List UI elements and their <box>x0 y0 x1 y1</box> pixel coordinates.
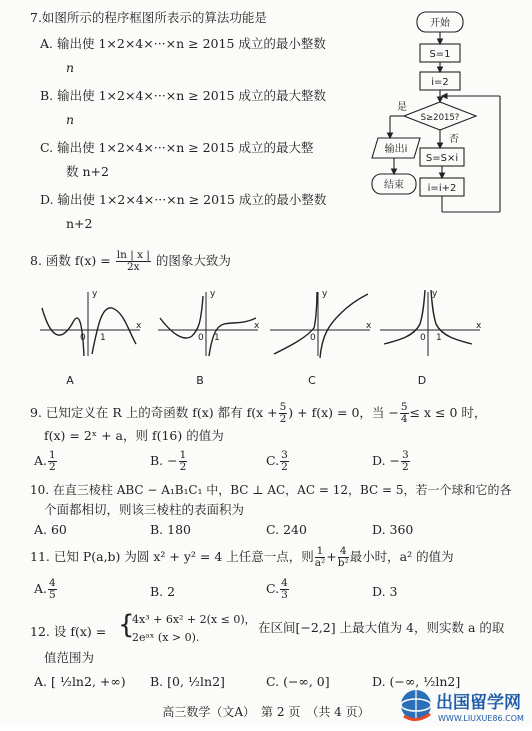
graph-b-label: B <box>196 374 204 387</box>
flow-ss-label: S=S×i <box>425 153 459 164</box>
q12-option-d: D. (−∞, ½ln2] <box>372 674 461 689</box>
graph-c-origin: 0 <box>310 333 316 343</box>
q8-frac-den: 2x <box>127 261 140 273</box>
q11-frac1-den: a² <box>314 557 326 569</box>
q11-c-num: 4 <box>281 577 288 589</box>
graph-a-origin: 0 <box>80 333 86 343</box>
q9-option-d <box>372 450 411 473</box>
graph-d <box>380 290 480 356</box>
q10-option-d: D. 360 <box>372 522 414 537</box>
graph-c-y: y <box>322 289 328 299</box>
q7-option-c: C. 输出使 1×2×4×···×n ≥ 2015 成立的最大整 <box>40 140 314 155</box>
q7-stem: 7.如图所示的程序框图所表示的算法功能是 <box>30 10 267 25</box>
q9-option-a <box>34 450 58 473</box>
q12-pre: 12. 设 f(x) = <box>30 624 107 639</box>
q9-line1 <box>30 402 486 425</box>
q9-d-den: 2 <box>402 461 409 473</box>
q7-option-a-cont: n <box>66 60 75 75</box>
q9-d-label: D. − <box>372 453 400 468</box>
q11-a-label: A. <box>34 581 48 596</box>
q10-option-b: B. 180 <box>150 522 191 537</box>
q9-l1b: ) + f(x) = 0，当 − <box>288 405 399 420</box>
q11-a-frac <box>48 578 57 601</box>
graph-d-y: y <box>432 289 438 299</box>
q8-fraction <box>116 250 151 273</box>
q7-option-b: B. 输出使 1×2×4×···×n ≥ 2015 成立的最大整数 <box>40 88 327 103</box>
q7-option-d-cont: n+2 <box>66 216 93 231</box>
q9-option-b <box>150 450 188 473</box>
q11-option-c <box>266 578 290 601</box>
graph-b-origin: 0 <box>198 333 204 343</box>
graph-b-y: y <box>210 289 216 299</box>
q10-line2: 个面都相切，则该三棱柱的表面积为 <box>44 502 245 517</box>
q12-option-a: A. [ ½ln2, +∞) <box>34 674 126 689</box>
q11-frac2-num: 4 <box>338 546 349 558</box>
graph-a-one: 1 <box>100 333 106 343</box>
q11-option-d: D. 3 <box>372 584 398 599</box>
graph-a-x: x <box>136 321 142 331</box>
graph-b <box>158 292 258 356</box>
q7-option-c-cont: 数 n+2 <box>66 164 109 179</box>
q9-frac1-den: 2 <box>279 413 287 425</box>
q11-option-a <box>34 578 58 601</box>
q9-l1a: 9. 已知定义在 R 上的奇函数 f(x) 都有 f(x + <box>30 405 278 420</box>
q10-option-c: C. 240 <box>266 522 307 537</box>
q11-a-den: 5 <box>49 589 56 601</box>
flow-end-label: 结束 <box>384 180 404 191</box>
q9-frac2-num: 5 <box>400 401 408 413</box>
flow-ii-label: i=i+2 <box>427 183 457 194</box>
q12-option-b: B. [0, ½ln2] <box>150 674 225 689</box>
q9-b-num: 1 <box>179 449 187 461</box>
flow-no-label: 否 <box>449 134 459 145</box>
q11-frac2-den: b² <box>337 557 349 569</box>
q9-frac1 <box>279 402 288 425</box>
q12-line2: 值范围为 <box>44 650 95 665</box>
watermark-logo <box>396 684 532 727</box>
q11-line1 <box>30 546 454 569</box>
graph-c <box>270 292 370 358</box>
q9-b-frac <box>179 450 188 473</box>
q9-frac2-den: 4 <box>400 413 408 425</box>
q11-option-b: B. 2 <box>150 584 176 599</box>
q8-graphs <box>40 284 510 390</box>
q11-l1a: 11. 已知 P(a,b) 为圆 x² + y² = 4 上任意一点，则 <box>30 549 314 564</box>
q11-frac2 <box>338 546 349 569</box>
graph-d-one: 1 <box>436 333 442 343</box>
watermark-cn: 出国留学网 <box>436 693 521 713</box>
q7-option-d: D. 输出使 1×2×4×···×n ≥ 2015 成立的最小整数 <box>40 192 327 207</box>
graph-b-x: x <box>254 321 260 331</box>
q11-c-label: C. <box>266 581 280 596</box>
q12-case1: 4x³ + 6x² + 2(x ≤ 0)， <box>132 613 256 626</box>
q10-option-a: A. 60 <box>34 522 67 537</box>
q9-line2: f(x) = 2ˣ + a，则 f(16) 的值为 <box>44 428 224 443</box>
flowchart <box>362 4 532 236</box>
graph-a-y: y <box>92 289 98 299</box>
q9-c-num: 3 <box>281 449 288 461</box>
watermark-url: WWW.LIUXUE86.COM <box>438 714 524 723</box>
q7-option-b-cont: n <box>66 112 75 127</box>
graph-d-x: x <box>476 321 482 331</box>
graph-c-label: C <box>308 374 316 387</box>
graph-d-label: D <box>417 374 427 387</box>
q9-b-label: B. − <box>150 453 178 468</box>
flow-yes-label: 是 <box>397 102 407 113</box>
q9-a-num: 1 <box>49 449 56 461</box>
q12-post: 在区间[−2,2] 上最大值为 4，则实数 a 的取 <box>258 620 505 635</box>
q8-stem <box>30 250 231 273</box>
q11-frac1 <box>315 546 325 569</box>
q11-frac1-num: 1 <box>316 545 324 557</box>
q8-frac-num: ln | x | <box>116 249 150 261</box>
q12-brace: { <box>118 610 135 640</box>
q9-b-den: 2 <box>179 461 187 473</box>
q11-l1b: 最小时，a² 的值为 <box>349 549 454 564</box>
q8-stem-pre: 8. 函数 f(x) = <box>30 253 111 268</box>
q11-a-num: 4 <box>49 577 56 589</box>
q9-c-den: 2 <box>281 461 288 473</box>
q9-d-frac <box>401 450 410 473</box>
q11-c-frac <box>280 578 289 601</box>
flow-output-label: 输出i <box>384 144 408 155</box>
graph-c-x: x <box>366 321 372 331</box>
q9-c-label: C. <box>266 453 280 468</box>
q12-option-c: C. (−∞, 0] <box>266 674 330 689</box>
q9-option-c <box>266 450 290 473</box>
graph-a-label: A <box>66 374 74 387</box>
page-footer: 高三数学（文A） 第 2 页 （共 4 页） <box>162 705 370 719</box>
q9-a-label: A. <box>34 453 48 468</box>
graph-b-one: 1 <box>214 333 220 343</box>
q9-frac2 <box>400 402 409 425</box>
flow-i2-label: i=2 <box>431 77 449 88</box>
q12-case2: 2eᵃˣ (x > 0). <box>132 631 200 644</box>
graph-d-origin: 0 <box>420 333 426 343</box>
q9-frac1-num: 5 <box>279 401 287 413</box>
q9-c-frac <box>280 450 289 473</box>
q10-line1: 10. 在直三棱柱 ABC − A₁B₁C₁ 中，BC ⊥ AC，AC = 12，BC = 5，若一个球和它的各 <box>30 483 512 497</box>
q9-d-num: 3 <box>402 449 409 461</box>
flow-s1-label: S=1 <box>429 49 451 60</box>
q11-c-den: 3 <box>281 589 288 601</box>
q7-option-a: A. 输出使 1×2×4×···×n ≥ 2015 成立的最小整数 <box>40 36 326 51</box>
q9-a-frac <box>48 450 57 473</box>
q9-l1c: ≤ x ≤ 0 时， <box>409 405 487 420</box>
flow-start-label: 开始 <box>430 18 450 29</box>
q11-plus: + <box>326 549 337 564</box>
graph-a <box>40 292 140 356</box>
q9-a-den: 2 <box>49 461 56 473</box>
q8-stem-post: 的图象大致为 <box>155 253 231 268</box>
flow-cond-label: S≥2015? <box>420 113 460 123</box>
